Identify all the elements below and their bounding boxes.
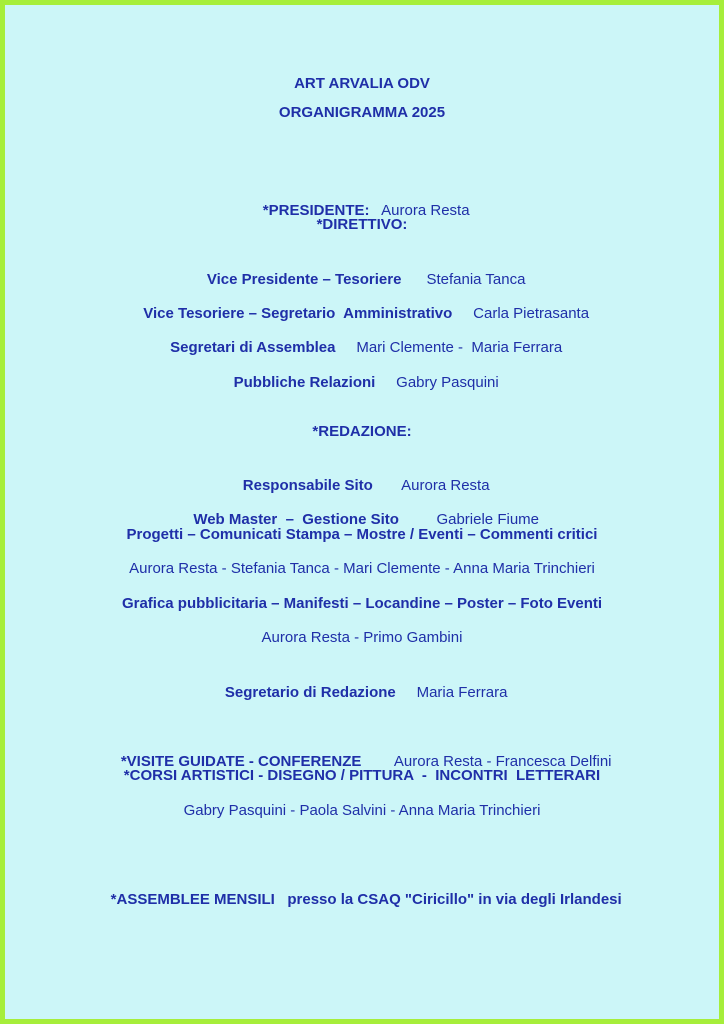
role-label: Pubbliche Relazioni — [233, 374, 376, 391]
direttivo-row — [0, 353, 724, 393]
visite-label: *VISITE GUIDATE - CONFERENZE — [120, 753, 362, 770]
progetti-roles: Progetti – Comunicati Stampa – Mostre / Eventi – Commenti critici — [126, 526, 598, 543]
corsi-names: Gabry Pasquini - Paola Salvini - Anna Maria Trinchieri — [183, 802, 541, 819]
member-names: Maria Ferrara — [416, 684, 508, 701]
redazione-row — [0, 663, 724, 703]
direttivo-heading: *DIRETTIVO: — [316, 216, 408, 233]
presidente-label: *PRESIDENTE: — [262, 202, 370, 219]
role-label: Web Master – Gestione Sito — [193, 511, 399, 528]
member-names: Stefania Tanca — [426, 271, 526, 288]
role-label: Vice Presidente – Tesoriere — [206, 271, 402, 288]
assemblee-row — [0, 870, 724, 910]
role-label: Responsabile Sito — [242, 477, 373, 494]
direttivo-row — [0, 318, 724, 358]
member-names: Gabry Pasquini — [396, 374, 499, 391]
redazione-row — [0, 490, 724, 530]
assemblee-label: *ASSEMBLEE MENSILI — [110, 891, 275, 908]
assemblee-location: presso la CSAQ "Ciricillo" in via degli Irlandesi — [287, 891, 622, 908]
role-label: Segretario di Redazione — [224, 684, 396, 701]
role-label: Vice Tesoriere – Segretario Amministrativo — [143, 305, 453, 322]
corsi-label: *CORSI ARTISTICI - DISEGNO / PITTURA - INCONTRI LETTERARI — [123, 767, 601, 784]
document-title: ORGANIGRAMMA 2025 — [278, 104, 446, 121]
role-label: Segretari di Assemblea — [170, 339, 336, 356]
member-names: Carla Pietrasanta — [473, 305, 590, 322]
progetti-names: Aurora Resta - Stefania Tanca - Mari Clemente - Anna Maria Trinchieri — [129, 560, 595, 577]
redazione-heading: *REDAZIONE: — [312, 423, 412, 440]
member-names: Mari Clemente - Maria Ferrara — [356, 339, 563, 356]
member-names: Gabriele Fiume — [436, 511, 539, 528]
grafica-roles: Grafica pubblicitaria – Manifesti – Locandine – Poster – Foto Eventi — [121, 595, 603, 612]
member-names: Aurora Resta — [401, 477, 490, 494]
visite-names: Aurora Resta - Francesca Delfini — [393, 753, 612, 770]
org-name: ART ARVALIA ODV — [294, 75, 430, 92]
grafica-names: Aurora Resta - Primo Gambini — [261, 629, 463, 646]
presidente-name: Aurora Resta — [381, 202, 470, 219]
